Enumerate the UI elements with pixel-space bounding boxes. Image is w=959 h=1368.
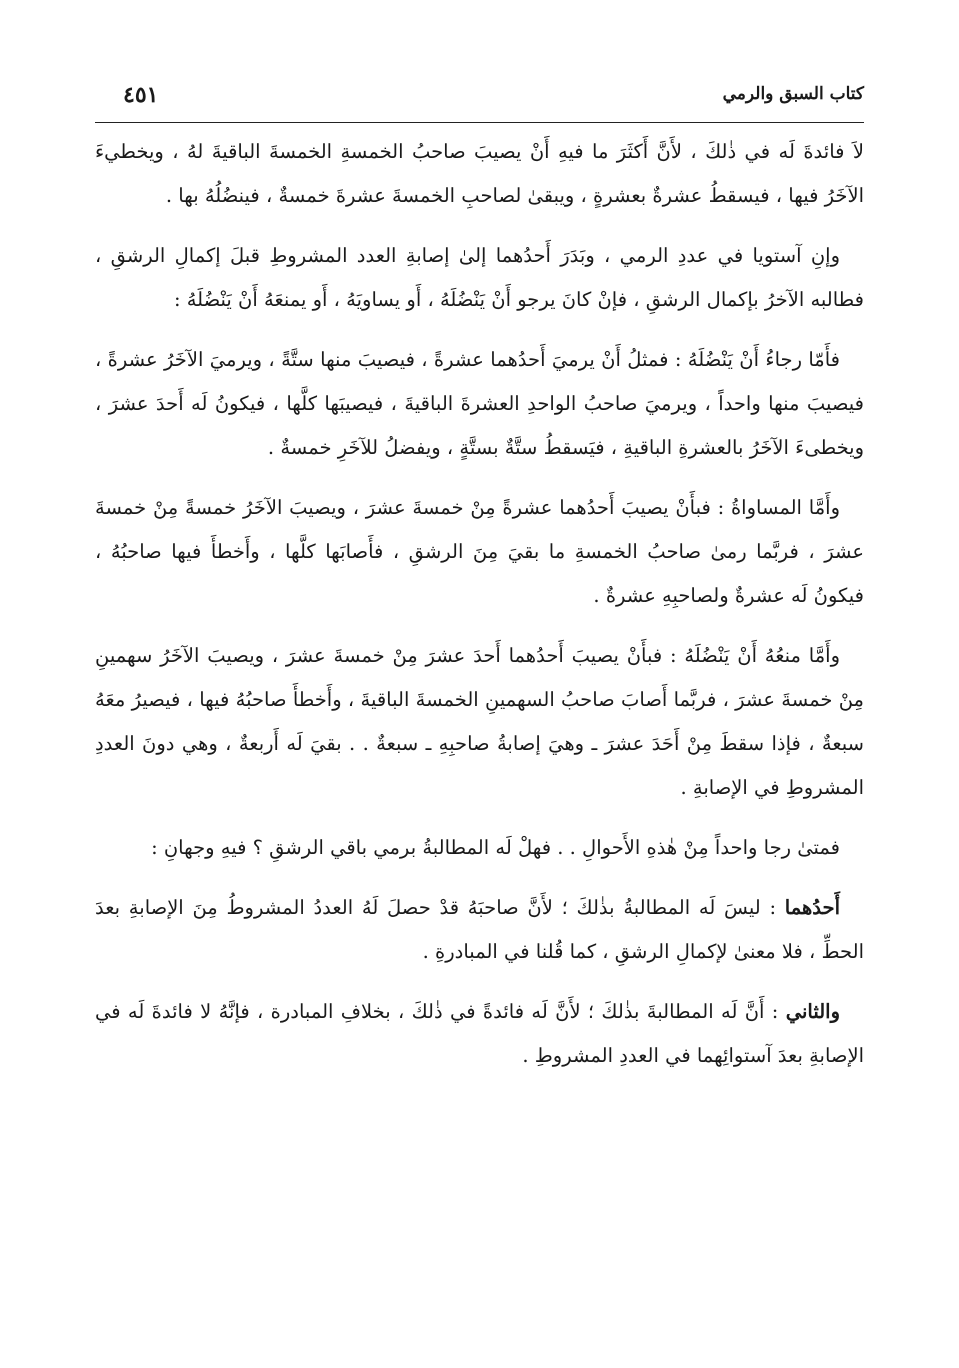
paragraph-lead: والثاني: [785, 1000, 840, 1023]
paragraph-text: وإنِ آستويا في عددِ الرمي ، وبَدَرَ أَحدُهما إلىٰ إصابةِ العدد المشروطِ قبلَ إكمالِ الرشقِ ، فطالبه الآخرُ بإكمال الرشقِ ، فإنْ كانَ يرجو أَنْ يَنْضُلَهُ ، أَو يساويَهُ ، أَو يمنعَهُ أَنْ يَنْضُلَهُ :: [95, 244, 864, 311]
paragraph-4: [95, 486, 864, 618]
page-header: [95, 84, 864, 114]
paragraph-3: [95, 338, 864, 470]
paragraph-8: [95, 990, 864, 1078]
page-body: [95, 130, 864, 1094]
paragraph-text: وأَمَّا المساواةُ : فبأَنْ يصيبَ أَحدُهما عشرةً مِنْ خمسةَ عشرَ ، ويصيبَ الآخَرُ خمسةً مِنْ خمسةَ عشرَ ، فربَّما رمىٰ صاحبُ الخمسةِ ما بقيَ مِنَ الرشقِ ، فأَصابَها كلَّها ، وأَخطأَ فيها صاحبُهُ ، فيكونُ لَه عشرةٌ ولصاحبِهِ عشرةٌ .: [95, 496, 864, 607]
paragraph-text: لاَ فائدةَ لَه في ذٰلكَ ، لأَنَّ أَكثَرَ ما فيهِ أَنْ يصيبَ صاحبُ الخمسةِ الخمسةَ الباقيةَ لهُ ، ويخطيءَ الآخَرُ فيها ، فيسقطُ عشرةٌ بعشرةٍ ، ويبقىٰ لصاحبِ الخمسةَ عشرةَ خمسةٌ ، فينضُلُهُ بها .: [95, 140, 864, 207]
header-rule: [95, 122, 864, 123]
page-number: ٤٥١: [123, 82, 159, 108]
paragraph-text: : ليسَ لَه المطالبةُ بذٰلكَ ؛ لأَنَّ صاحبَهُ قدْ حصلَ لَهُ العددُ المشروطُ مِنَ الإصابةِ بعدَ الحطِّ ، فلا معنىٰ لإكمالِ الرشقِ ، كما قُلنا في المبادرةِ .: [95, 896, 864, 963]
paragraph-2: [95, 234, 864, 322]
paragraph-text: فأَمّا رجاءُ أَنْ يَنْضُلَهُ : فمثلُ أَنْ يرميَ أَحدُهما عشرةً ، فيصيبَ منها ستَّةً ، ويرميَ الآخَرُ عشرةً ، فيصيبَ منها واحداً ، ويرميَ صاحبُ الواحدِ العشرةَ الباقيةَ ، فيصيبَها كلَّها ، فيكونُ لَه أَحدَ عشرَ ، ويخطىءَ الآخَرُ بالعشرةِ الباقيةِ ، فيَسقطُ ستَّةٌ بستَّةٍ ، ويفضلُ للآخَرِ خمسةٌ .: [95, 348, 864, 459]
paragraph-text: وأَمَّا منعُهُ أَنْ يَنْضُلَهُ : فبأَنْ يصيبَ أَحدُهما أَحدَ عشرَ مِنْ خمسةَ عشرَ ، ويصيبَ الآخَرُ سهمينِ مِنْ خمسةَ عشرَ ، فربَّما أَصابَ صاحبُ السهمينِ الخمسةَ الباقيةَ ، وأَخطأَ صاحبُهُ فيها ، فيصيرُ معَهُ سبعةٌ ، فإذا سقطَ مِنْ أَحَدَ عشرَ ـ وهيَ إصابةُ صاحبِهِ ـ سبعةٌ . . بقيَ لَه أَربعةٌ ، وهي دونَ العددِ المشروطِ في الإصابةِ .: [95, 644, 864, 799]
paragraph-text: فمتىٰ رجا واحداً مِنْ هٰذهِ الأَحوالِ . . فهلْ لَه المطالبةُ برمي باقي الرشقِ ؟ فيهِ وجهانِ :: [151, 836, 840, 859]
paragraph-lead: أَحدُهما: [784, 896, 840, 919]
paragraph-5: [95, 634, 864, 810]
running-title: كتاب السبق والرمي: [722, 84, 864, 104]
paragraph-6: [95, 826, 864, 870]
paragraph-1: [95, 130, 864, 218]
paragraph-7: [95, 886, 864, 974]
paragraph-text: : أَنَّ لَه المطالبةَ بذٰلكَ ؛ لأَنَّ لَه فائدةً في ذٰلكَ ، بخلافِ المبادرة ، فإنَّهُ لا فائدةَ لَه في الإصابةِ بعدَ آستوائِهما في العددِ المشروطِ .: [95, 1000, 864, 1067]
